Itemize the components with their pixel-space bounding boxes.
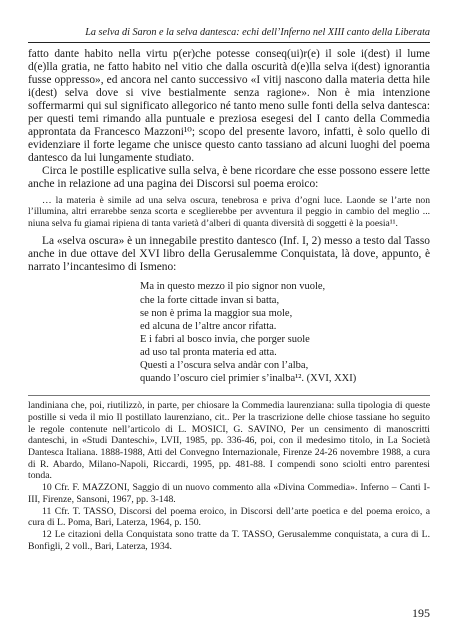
- verse-line: se non è prima la maggior sua mole,: [140, 307, 293, 319]
- footnote-continuation: landiniana che, poi, riutilizzò, in parte, per chiosare la Commedia laurenziana: sulla tipologia di queste postille si veda il mio Il postillato laurenziano, cit.. Per la trascrizione delle chiose tassiane ho seguito le regole contenute nell’articolo di L. MOSICI, G. SAVINO, Per un censimento di manoscritti danteschi, in «Studi Danteschi», LVII, 1985, pp. 336-46, poi, con il medesimo titolo, in La Società Dantesca Italiana. 1888-1988, Atti del Convegno Internazionale, Firenze 24-26 novembre 1988, a cura di R. Abardo, Milano-Napoli, Riccardi, 1995, pp. 481-88. I compendi sono sciolti entro parentesi tonda.: [28, 400, 430, 482]
- footnote-11: 11 Cfr. T. TASSO, Discorsi del poema eroico, in Discorsi dell’arte poetica e del poema eroico, a cura di L. Poma, Bari, Laterza, 1964, p. 150.: [28, 505, 430, 529]
- verse-line: ed alcuna de l’altre ancor rifatta.: [140, 320, 277, 332]
- footnote-rule: [28, 395, 430, 396]
- book-page: [28, 0, 430, 640]
- footnote-10: 10 Cfr. F. MAZZONI, Saggio di un nuovo commento alla «Divina Commedia». Inferno – Canti I-III, Firenze, Sansoni, 1967, pp. 3-148.: [28, 482, 430, 505]
- verse-line: Ma in questo mezzo il pio signor non vuole,: [140, 281, 326, 293]
- page-body: [28, 48, 430, 552]
- paragraph-3: La «selva oscura» è un innegabile prestito dantesco (Inf. I, 2) messo a testo dal Tasso anche in due ottave del XVI libro della Gerusalemme Conquistata, là dove, appunto, è narrato l’incantesimo di Ismeno:: [28, 235, 430, 274]
- paragraph-1: fatto dante habito nella virtu p(er)che potesse conseq(ui)r(e) il sole i(dest) il lume d(e)lla gratia, ne fatto habito nel vitio che dalla oscurità d(e)lla selva i(dest) ignorantia fusse oppresso», ed ancora nel canto successivo «I vitij nascono dalla materia detta hile i(dest) selva dove si vive bestialmente senza ragione». Non è mia intenzione soffermarmi qui sul significato allegorico né tanto meno sulle fonti della selva dantesca: per questi temi rimando alla puntuale e preziosa esegesi del I canto della Commedia approntata da Francesco Mazzoni¹⁰; scopo del presente lavoro, infatti, è solo quello di evidenziare il forte legame che unisce questo canto tassiano ad alcuni luoghi del poema dantesco da lui lungamente studiato.: [28, 48, 430, 165]
- footnotes: [28, 400, 430, 552]
- paragraph-2: Circa le postille esplicative sulla selva, è bene ricordare che esse possono essere lette anche in relazione ad una pagina dei Discorsi sul poema eroico:: [28, 165, 430, 191]
- page-number: 195: [412, 606, 430, 620]
- block-quote: [28, 195, 430, 230]
- footnote-12: 12 Le citazioni della Conquistata sono tratte da T. TASSO, Gerusalemme conquistata, a cura di L. Bonfigli, 2 voll., Bari, Laterza, 1934.: [28, 528, 430, 552]
- verse-quotation: [140, 280, 430, 385]
- verse-line: Questi a l’oscura selva andàr con l’alba,: [140, 360, 309, 371]
- quote-text: … la materia è simile ad una selva oscura, tenebrosa e priva d’ogni luce. Laonde se l’arte non l’illumina, altri errarebbe senza scorta e sceglierebbe per avventura il peggio in cambio del meglio ... niuna selva fu giamai ripiena di tanta varietà d’alberi di quanta diversità di soggetti è la poesia¹¹.: [28, 194, 430, 229]
- header-rule: [28, 42, 430, 43]
- verse-line: che la forte cittade invan si batta,: [140, 294, 280, 306]
- verse-line: E i fabri al bosco invia, che porger suole: [140, 333, 310, 345]
- verse-line: quando l’oscuro ciel primier s’inalba¹². (XVI, XXI): [140, 373, 357, 385]
- running-header: La selva di Saron e la selva dantesca: echi dell’Inferno nel XIII canto della Liberata: [85, 27, 430, 38]
- verse-line: ad uso tal pronta materia ed atta.: [140, 346, 277, 358]
